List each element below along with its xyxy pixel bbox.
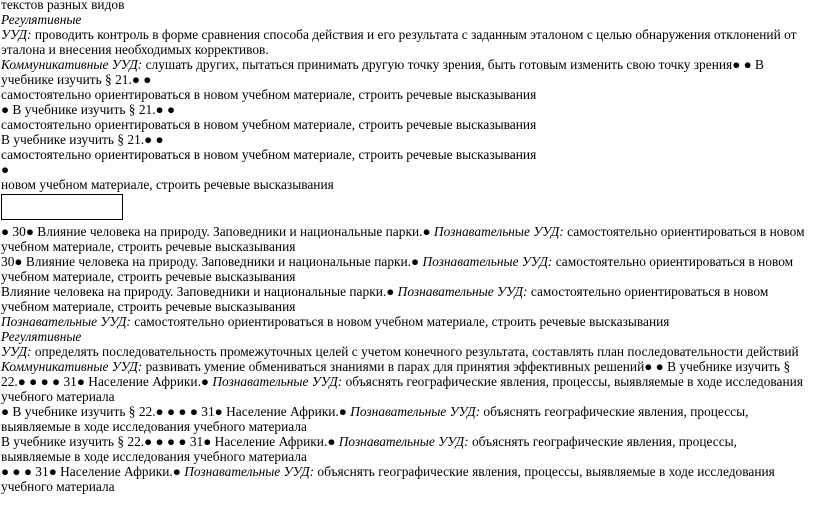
text-line: ● В учебнике изучить § 22.● ● ● ● 31● Население Африки.● Познавательные УУД: объяснять географические явления, процессы, выявляемые в ходе исследования учебного материала (1, 404, 749, 434)
document-body (1, 0, 809, 494)
text-line: ● 30● Влияние человека на природу. Заповедники и национальные парки.● Познавательные УУД: самостоятельно ориентироваться в новом учебном материале, строить речевые высказывания (1, 224, 805, 254)
text-line: В учебнике изучить § 22.● ● ● ● 31● Население Африки.● Познавательные УУД: объяснять географические явления, процессы, выявляемые в ходе исследования учебного материала (1, 434, 737, 464)
text-line: 30● Влияние человека на природу. Заповедники и национальные парки.● Познавательные УУД: самостоятельно ориентироваться в новом учебном материале, строить речевые высказывания (1, 254, 794, 284)
text-line: самостоятельно ориентироваться в новом учебном материале, строить речевые высказывания (1, 117, 537, 132)
text-line: Познавательные УУД: самостоятельно ориентироваться в новом учебном материале, строить речевые высказывания (1, 314, 670, 329)
text-line: ● В учебнике изучить § 21.● ● (1, 102, 176, 117)
text-line: Регулятивные (1, 329, 82, 344)
text-line: новом учебном материале, строить речевые высказывания (1, 177, 334, 192)
text-line: Коммуникативные УУД: развивать умение обмениваться знаниями в парах для принятия эффективных решений● ● В учебнике изучить § 22.● ● ● ● 31● Население Африки.● Познавательные УУД: объяснять географические явления, процессы, выявляемые в ходе исследования учебного материала (1, 359, 803, 404)
text-line: самостоятельно ориентироваться в новом учебном материале, строить речевые высказывания (1, 87, 537, 102)
text-line: ● (1, 162, 10, 177)
text-line: Коммуникативные УУД: слушать других, пытаться принимать другую точку зрения, быть готовым изменить свою точку зрения● ● В учебнике изучить § 21.● ● (1, 57, 764, 87)
empty-frame (1, 194, 123, 220)
text-line: самостоятельно ориентироваться в новом учебном материале, строить речевые высказывания (1, 147, 537, 162)
text-line: ● ● ● 31● Население Африки.● Познавательные УУД: объяснять географические явления, процессы, выявляемые в ходе исследования учебного материала (1, 464, 775, 494)
text-line: В учебнике изучить § 21.● ● (1, 132, 164, 147)
text-line: УУД: определять последовательность промежуточных целей с учетом конечного результата, составлять план последовательности действий (1, 344, 799, 359)
text-line: УУД: проводить контроль в форме сравнения способа действия и его результата с заданным эталоном с целью обнаружения отклонений от эталона и внесения необходимых коррективов. (1, 27, 797, 57)
text-line: Регулятивные (1, 12, 82, 27)
text-line: текстов разных видов (1, 0, 125, 12)
text-line: Влияние человека на природу. Заповедники и национальные парки.● Познавательные УУД: самостоятельно ориентироваться в новом учебном материале, строить речевые высказывания (1, 284, 769, 314)
